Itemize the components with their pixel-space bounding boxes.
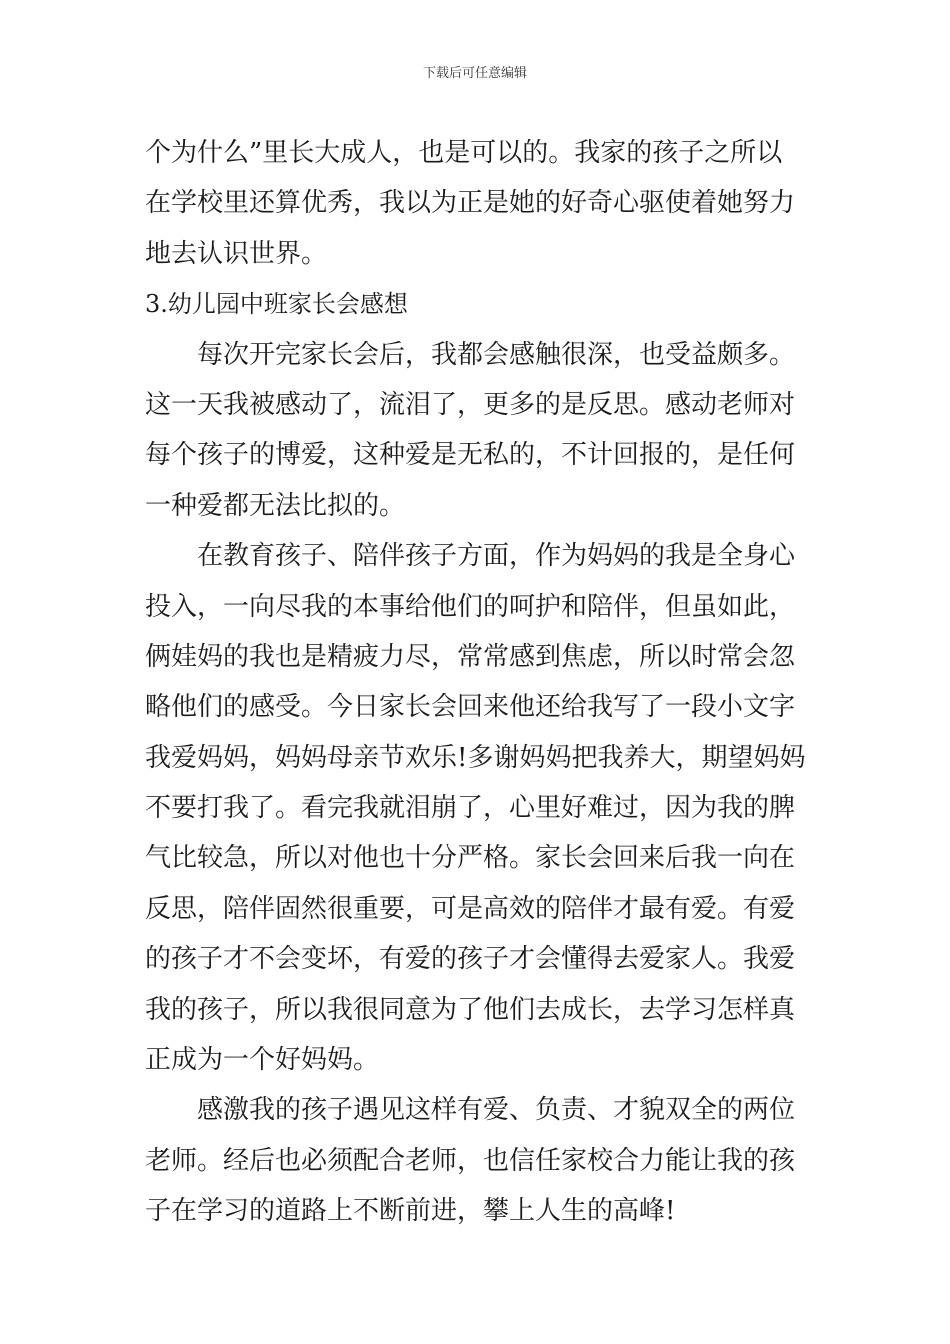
paragraph-continued: [145, 128, 810, 279]
text-line: 在学校里还算优秀，我以为正是她的好奇心驱使着她努力: [145, 188, 796, 219]
text-line: 在教育孩子、陪伴孩子方面，作为妈妈的我是全身心: [197, 541, 796, 572]
text-line: 子在学习的道路上不断前进，攀上人生的高峰!: [145, 1196, 676, 1227]
text-line: 每次开完家长会后，我都会感触很深，也受益颇多。: [197, 339, 796, 370]
page-header: 下载后可任意编辑: [422, 66, 527, 81]
text-line: 感激我的孩子遇见这样有爱、负责、才貌双全的两位: [197, 1095, 796, 1126]
text-line: 气比较急，所以对他也十分严格。家长会回来后我一向在: [145, 843, 796, 874]
text-line: 这一天我被感动了，流泪了，更多的是反思。感动老师对: [145, 389, 796, 420]
text-line: 每个孩子的博爱，这种爱是无私的，不计回报的，是任何: [145, 440, 796, 471]
text-line: 的孩子才不会变坏，有爱的孩子才会懂得去爱家人。我爱: [145, 944, 796, 975]
text-line: 我的孩子，所以我很同意为了他们去成长，去学习怎样真: [145, 994, 796, 1025]
text-line: 老师。经后也必须配合老师，也信任家校合力能让我的孩: [145, 1145, 796, 1176]
text-line: 地去认识世界。: [145, 238, 328, 269]
text-line: 一种爱都无法比拟的。: [145, 490, 406, 521]
text-line: 俩娃妈的我也是精疲力尽，常常感到焦虑，所以时常会忽: [145, 641, 796, 672]
text-line: 正成为一个好妈妈。: [145, 1045, 380, 1076]
text-line: 不要打我了。看完我就泪崩了，心里好难过，因为我的脾: [145, 793, 796, 824]
paragraph: [145, 1085, 810, 1236]
text-line: 投入，一向尽我的本事给他们的呵护和陪伴，但虽如此，: [145, 591, 796, 622]
text-line: 我爱妈妈，妈妈母亲节欢乐!多谢妈妈把我养大，期望妈妈: [145, 742, 806, 773]
paragraph: [145, 531, 810, 1085]
paragraph: [145, 330, 810, 532]
text-line: 反思，陪伴固然很重要，可是高效的陪伴才最有爱。有爱: [145, 893, 796, 924]
section-heading: 3.幼儿园中班家长会感想: [145, 290, 408, 319]
document-body: [145, 128, 810, 1237]
text-line: 个为什么”里长大成人，也是可以的。我家的孩子之所以: [145, 138, 783, 168]
text-line: 略他们的感受。今日家长会回来他还给我写了一段小文字: [145, 692, 796, 723]
